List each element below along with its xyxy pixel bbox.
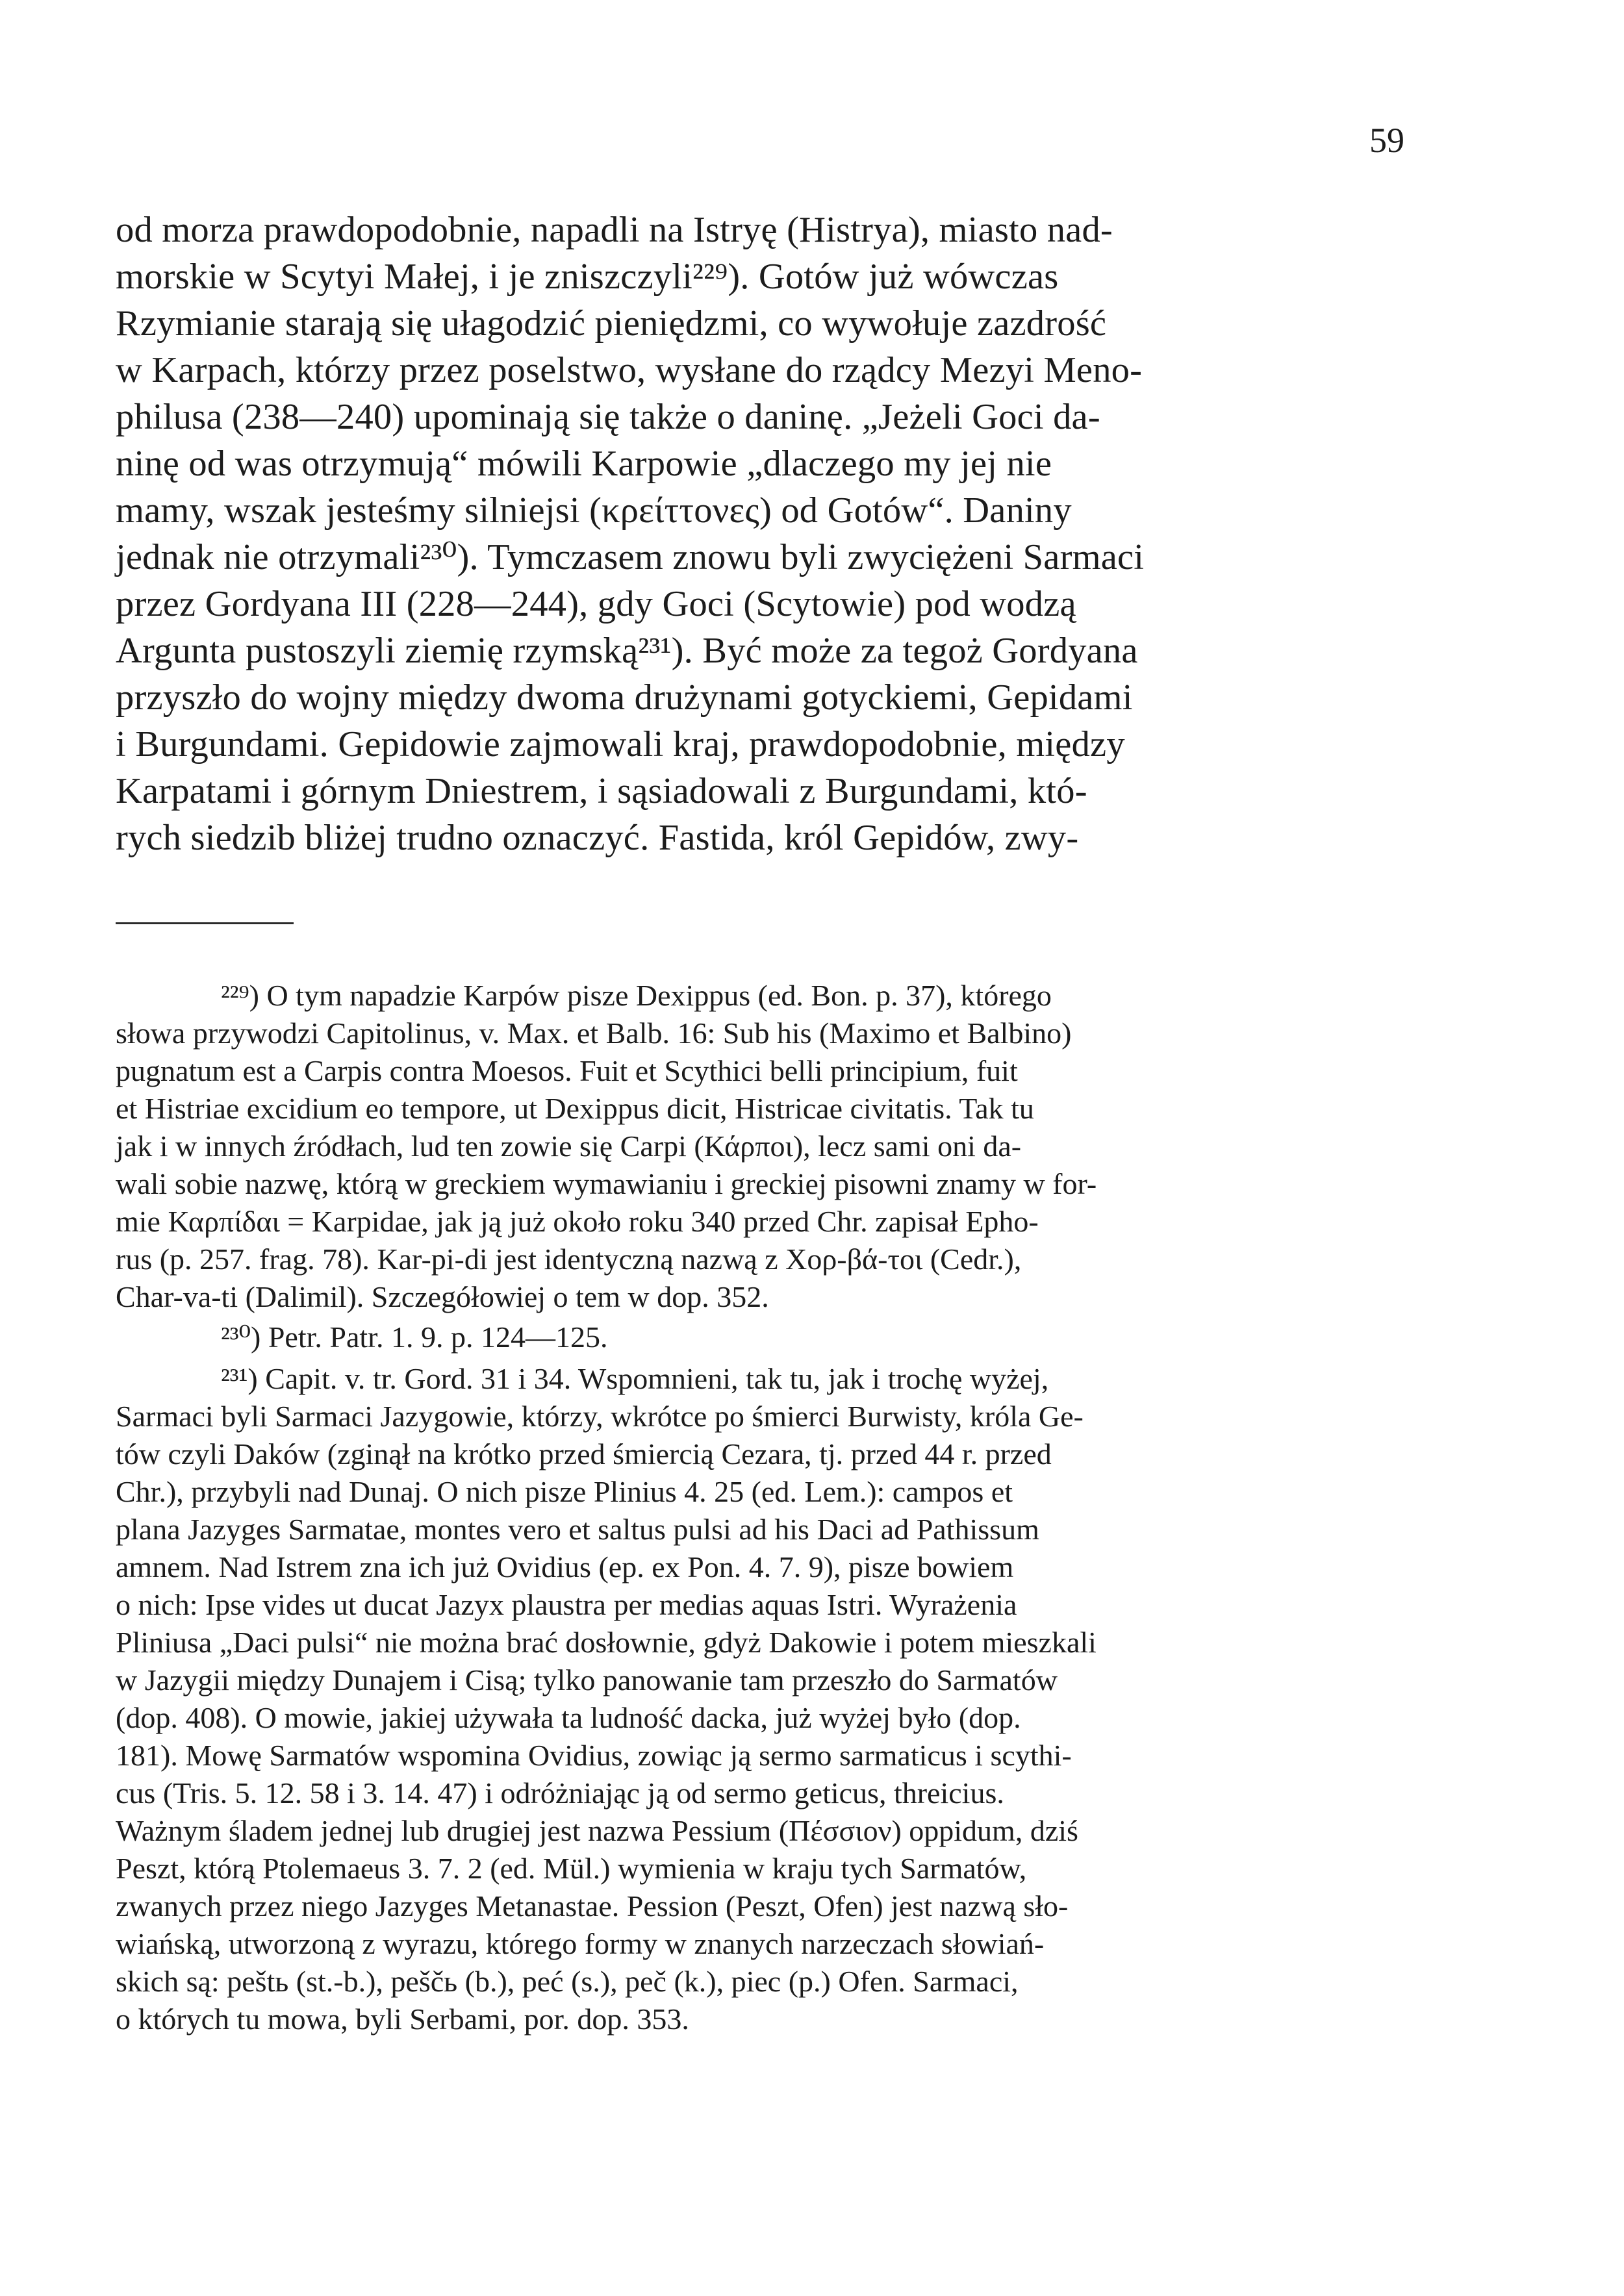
footnote-line: (dop. 408). O mowie, jakiej używała ta ludność dacka, już wyżej było (dop. — [116, 1701, 1021, 1734]
main-text-line: Argunta pustoszyli ziemię rzymską²³¹). Być może za tegoż Gordyana — [116, 631, 1138, 671]
footnote-line: ²³⁰) Petr. Patr. 1. 9. p. 124—125. — [221, 1320, 608, 1354]
footnote-line: słowa przywodzi Capitolinus, v. Max. et Balb. 16: Sub his (Maximo et Balbino) — [116, 1016, 1072, 1050]
footnote-line: skich są: peštь (st.-b.), peščь (b.), peć (s.), peč (k.), piec (p.) Ofen. Sarmaci, — [116, 1965, 1019, 1998]
footnote-line: o których tu mowa, byli Serbami, por. dop. 353. — [116, 2002, 689, 2036]
main-text-line: w Karpach, którzy przez poselstwo, wysłane do rządcy Mezyi Meno- — [116, 350, 1143, 390]
footnote-line: 181). Mowę Sarmatów wspomina Ovidius, zowiąc ją sermo sarmaticus i scythi- — [116, 1739, 1072, 1772]
main-text-line: Karpatami i górnym Dniestrem, i sąsiadowali z Burgundami, któ- — [116, 771, 1087, 811]
main-text-line: i Burgundami. Gepidowie zajmowali kraj, prawdopodobnie, między — [116, 724, 1125, 764]
footnote-line: wali sobie nazwę, którą w greckiem wymawianiu i greckiej pisowni znamy w for- — [116, 1167, 1097, 1200]
footnote-line: w Jazygii między Dunajem i Cisą; tylko panowanie tam przeszło do Sarmatów — [116, 1663, 1058, 1697]
footnote-line: mie Καρπίδαι = Karpidae, jak ją już około roku 340 przed Chr. zapisał Epho- — [116, 1205, 1039, 1238]
footnote-line: ²²⁹) O tym napadzie Karpów pisze Dexippus (ed. Bon. p. 37), którego — [221, 979, 1052, 1012]
footnote-line: cus (Tris. 5. 12. 58 i 3. 14. 47) i odróżniając ją od sermo geticus, threicius. — [116, 1776, 1004, 1810]
footnote-separator — [116, 922, 294, 924]
footnote-line: Peszt, którą Ptolemaeus 3. 7. 2 (ed. Mül.) wymienia w kraju tych Sarmatów, — [116, 1852, 1027, 1885]
main-text-line: od morza prawdopodobnie, napadli na Istryę (Histrya), miasto nad- — [116, 210, 1113, 250]
footnote-line: wiańską, utworzoną z wyrazu, którego formy w znanych narzeczach słowiań- — [116, 1927, 1045, 1960]
main-text-line: ninę od was otrzymują“ mówili Karpowie „dlaczego my jej nie — [116, 444, 1052, 484]
page-number: 59 — [1369, 121, 1404, 160]
main-text-line: philusa (238—240) upominają się także o daninę. „Jeżeli Goci da- — [116, 397, 1100, 437]
footnote-line: jak i w innych źródłach, lud ten zowie się Carpi (Κάρποι), lecz sami oni da- — [116, 1129, 1022, 1163]
footnote-line: zwanych przez niego Jazyges Metanastae. Pession (Peszt, Ofen) jest nazwą sło- — [116, 1889, 1069, 1923]
footnote-line: Pliniusa „Daci pulsi“ nie można brać dosłownie, gdyż Dakowie i potem mieszkali — [116, 1626, 1097, 1659]
main-text-line: morskie w Scytyi Małej, i je zniszczyli²²⁹). Gotów już wówczas — [116, 257, 1059, 297]
footnote-line: Char-va-ti (Dalimil). Szczegółowiej o tem w dop. 352. — [116, 1280, 769, 1313]
main-text-line: przyszło do wojny między dwoma drużynami gotyckiemi, Gepidami — [116, 677, 1133, 718]
main-text-line: jednak nie otrzymali²³⁰). Tymczasem znowu byli zwyciężeni Sarmaci — [116, 537, 1145, 577]
main-text-line: przez Gordyana III (228—244), gdy Goci (Scytowie) pod wodzą — [116, 584, 1076, 624]
footnote-line: et Histriae excidium eo tempore, ut Dexippus dicit, Histricae civitatis. Tak tu — [116, 1092, 1034, 1125]
main-text-line: Rzymianie starają się ułagodzić pieniędzmi, co wywołuje zazdrość — [116, 303, 1107, 344]
footnote-line: pugnatum est a Carpis contra Moesos. Fuit et Scythici belli principium, fuit — [116, 1054, 1018, 1087]
footnote-line: amnem. Nad Istrem zna ich już Ovidius (ep. ex Pon. 4. 7. 9), pisze bowiem — [116, 1550, 1014, 1583]
footnote-line: rus (p. 257. frag. 78). Kar-pi-di jest identyczną nazwą z Χορ-βά-τοι (Cedr.), — [116, 1243, 1022, 1276]
footnote-line: o nich: Ipse vides ut ducat Jazyx plaustra per medias aquas Istri. Wyrażenia — [116, 1588, 1017, 1621]
footnote-line: ²³¹) Capit. v. tr. Gord. 31 i 34. Wspomnieni, tak tu, jak i trochę wyżej, — [221, 1362, 1049, 1395]
main-text-line: mamy, wszak jesteśmy silniejsi (κρείττονες) od Gotów“. Daniny — [116, 490, 1072, 531]
main-text-line: rych siedzib bliżej trudno oznaczyć. Fastida, król Gepidów, zwy- — [116, 818, 1079, 858]
footnote-line: tów czyli Daków (zginął na krótko przed śmiercią Cezara, tj. przed 44 r. przed — [116, 1437, 1052, 1470]
footnote-line: plana Jazyges Sarmatae, montes vero et saltus pulsi ad his Daci ad Pathissum — [116, 1513, 1039, 1546]
footnote-line: Chr.), przybyli nad Dunaj. O nich pisze Plinius 4. 25 (ed. Lem.): campos et — [116, 1475, 1013, 1508]
footnote-line: Ważnym śladem jednej lub drugiej jest nazwa Pessium (Πέσσιον) oppidum, dziś — [116, 1814, 1078, 1847]
footnote-line: Sarmaci byli Sarmaci Jazygowie, którzy, wkrótce po śmierci Burwisty, króla Ge- — [116, 1400, 1084, 1433]
